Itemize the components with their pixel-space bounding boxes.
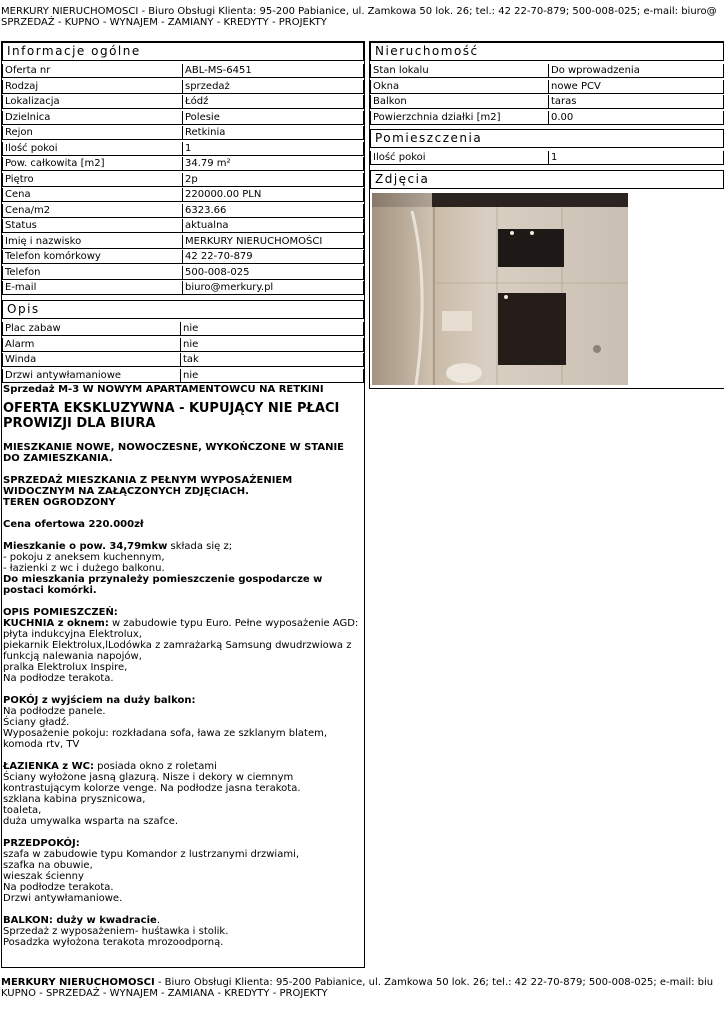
desc-line: Wyposażenie pokoju: rozkładana sofa, ława ze szklanym blatem, komoda rtv, TV [3, 728, 328, 750]
desc-kitchen: KUCHNIA z oknem: w zabudowie typu Euro. Pełne wyposażenie AGD: [3, 618, 359, 629]
field-value: 42 22-70-879 [182, 250, 364, 264]
field-value: tak [180, 353, 364, 367]
desc-line: Drzwi antywłamaniowe. [3, 893, 123, 904]
desc-size: Mieszkanie o pow. 34,79mkw składa się z; [3, 541, 233, 552]
field-value: MERKURY NIERUCHOMOŚCI [182, 235, 364, 249]
field-value: nie [180, 322, 364, 336]
page-footer [1, 977, 724, 999]
field-label: E-mail [2, 281, 183, 295]
table-row [2, 111, 364, 125]
field-label: Status [2, 219, 183, 233]
field-label: Ilość pokoi [370, 151, 549, 165]
desc-bathroom: ŁAZIENKA z WC: posiada okno z roletami [3, 761, 217, 772]
field-value: 34.79 m² [182, 157, 364, 171]
field-value: Do wprowadzenia [548, 64, 724, 78]
field-label: Alarm [2, 338, 181, 352]
table-row [2, 322, 364, 336]
opis-title: Opis [2, 300, 364, 319]
field-label: Cena [2, 188, 183, 202]
desc-cellar: Do mieszkania przynależy pomieszczenie gospodarcze w postaci komórki. [3, 574, 323, 596]
field-label: Winda [2, 353, 181, 367]
desc-line: szafa w zabudowie typu Komandor z lustrzanymi drzwiami, [3, 849, 300, 860]
field-value: 220000.00 PLN [182, 188, 364, 202]
field-label: Oferta nr [2, 64, 183, 78]
field-label: Ilość pokoi [2, 142, 183, 156]
desc-line: pralka Elektrolux Inspire, [3, 662, 128, 673]
field-value: Retkinia [182, 126, 364, 140]
field-label: Pow. całkowita [m2] [2, 157, 183, 171]
table-row [370, 80, 724, 94]
field-value: nie [180, 338, 364, 352]
desc-fenced: TEREN OGRODZONY [3, 497, 116, 508]
field-label: Telefon [2, 266, 183, 280]
photos-title: Zdjęcia [370, 170, 724, 189]
field-label: Okna [370, 80, 549, 94]
table-row [370, 111, 724, 125]
desc-line: Na podłodze terakota. [3, 673, 114, 684]
table-row [2, 126, 364, 140]
desc-line: piekarnik Elektrolux,lLodówka z zamrażarką Samsung dwudrzwiowa z funkcją nalewania napojów, [3, 640, 352, 662]
table-row [370, 151, 724, 165]
desc-line: szafka na obuwie, [3, 860, 93, 871]
field-value: 1 [182, 142, 364, 156]
table-row [2, 95, 364, 109]
field-value: ABL-MS-6451 [182, 64, 364, 78]
field-value: 2p [182, 173, 364, 187]
field-label: Powierzchnia działki [m2] [370, 111, 549, 125]
header-contact: MERKURY NIERUCHOMOŚCI - Biuro Obsługi Klienta: 95-200 Pabianice, ul. Zamkowa 50 lok. 26; tel.: 42 22-70-879; 500-008-025; e-mail: biuro@ [1, 6, 717, 17]
description [3, 384, 363, 948]
field-label: Stan lokalu [370, 64, 549, 78]
field-label: Dzielnica [2, 111, 183, 125]
desc-line: duża umywalka wsparta na szafce. [3, 816, 179, 827]
field-label: Piętro [2, 173, 183, 187]
field-value: 6323.66 [182, 204, 364, 218]
desc-line: Na podłodze panele. [3, 706, 106, 717]
field-label: Telefon komórkowy [2, 250, 183, 264]
rooms-title: Pomieszczenia [370, 129, 724, 148]
field-label: Rejon [2, 126, 183, 140]
field-label: Rodzaj [2, 80, 183, 94]
desc-line: Sprzedaż z wyposażeniem- huśtawka i stolik. [3, 926, 229, 937]
desc-rooms-heading: OPIS POMIESZCZEŃ: [3, 607, 118, 618]
desc-new: MIESZKANIE NOWE, NOWOCZESNE, WYKOŃCZONE W STANIE DO ZAMIESZKANIA. [3, 442, 344, 464]
table-row [2, 204, 364, 218]
field-label: Lokalizacja [2, 95, 183, 109]
desc-headline: OFERTA EKSKLUZYWNA - KUPUJĄCY NIE PŁACI PROWIZJI DLA BIURA [3, 401, 340, 431]
desc-line: toaleta, [3, 805, 42, 816]
table-row [2, 281, 364, 295]
desc-line: - pokoju z aneksem kuchennym, [3, 552, 165, 563]
table-row [2, 338, 364, 352]
desc-line: Ściany gładź. [3, 717, 70, 728]
desc-intro: Sprzedaż M-3 W NOWYM APARTAMENTOWCU NA RETKINI [3, 384, 324, 395]
table-row [2, 266, 364, 280]
table-row [370, 64, 724, 78]
desc-line: Na podłodze terakota. [3, 882, 114, 893]
field-value: biuro@merkury.pl [182, 281, 364, 295]
bathroom-photo[interactable] [372, 193, 628, 385]
field-value: sprzedaż [182, 80, 364, 94]
table-row [2, 157, 364, 171]
field-label: Drzwi antywłamaniowe [2, 369, 181, 383]
footer-services: KUPNO - SPRZEDAŻ - WYNAJEM - ZAMIANA - KREDYTY - PROJEKTY [1, 988, 328, 999]
desc-line: szklana kabina prysznicowa, [3, 794, 146, 805]
table-row [2, 235, 364, 249]
field-label: Imię i nazwisko [2, 235, 183, 249]
field-value: 0.00 [548, 111, 724, 125]
desc-line: Posadzka wyłożona terakota mrozoodporną. [3, 937, 224, 948]
table-row [2, 250, 364, 264]
field-label: Plac zabaw [2, 322, 181, 336]
field-label: Cena/m2 [2, 204, 183, 218]
field-value: aktualna [182, 219, 364, 233]
table-row [2, 219, 364, 233]
desc-balcony: BALKON: duży w kwadracie. [3, 915, 161, 926]
field-value: 1 [548, 151, 724, 165]
desc-price: Cena ofertowa 220.000zł [3, 519, 144, 530]
table-row [2, 353, 364, 367]
table-row [2, 173, 364, 187]
table-row [370, 95, 724, 109]
desc-line: - łazienki z wc i dużego balkonu. [3, 563, 165, 574]
table-row [2, 369, 364, 383]
field-value: Łódź [182, 95, 364, 109]
property-title: Nieruchomość [370, 42, 724, 61]
page-header [1, 6, 724, 28]
field-value: nie [180, 369, 364, 383]
table-row [2, 80, 364, 94]
field-label: Balkon [370, 95, 549, 109]
general-info-title: Informacje ogólne [2, 42, 364, 61]
desc-furnished: SPRZEDAŻ MIESZKANIA Z PEŁNYM WYPOSAŻENIEM WIDOCZNYM NA ZAŁĄCZONYCH ZDJĘCIACH. [3, 475, 293, 497]
field-value: taras [548, 95, 724, 109]
desc-line: płyta indukcyjna Elektrolux, [3, 629, 142, 640]
field-value: nowe PCV [548, 80, 724, 94]
desc-line: wieszak ścienny [3, 871, 84, 882]
desc-line: Ściany wyłożone jasną glazurą. Nisze i dekory w ciemnym kontrastującym kolorze venge. Na podłodze jasna terakota. [3, 772, 301, 794]
desc-room-heading: POKÓJ z wyjściem na duży balkon: [3, 695, 196, 706]
table-row [2, 188, 364, 202]
header-services: SPRZEDAŻ - KUPNO - WYNAJEM - ZAMIANY - KREDYTY - PROJEKTY [1, 17, 327, 28]
table-row [2, 64, 364, 78]
field-value: 500-008-025 [182, 266, 364, 280]
field-value: Polesie [182, 111, 364, 125]
desc-hall-heading: PRZEDPOKÓJ: [3, 838, 80, 849]
footer-contact: MERKURY NIERUCHOMOŚCI - Biuro Obsługi Klienta: 95-200 Pabianice, ul. Zamkowa 50 lok. 26; tel.: 42 22-70-879; 500-008-025; e-mail: biu [1, 977, 714, 988]
table-row [2, 142, 364, 156]
